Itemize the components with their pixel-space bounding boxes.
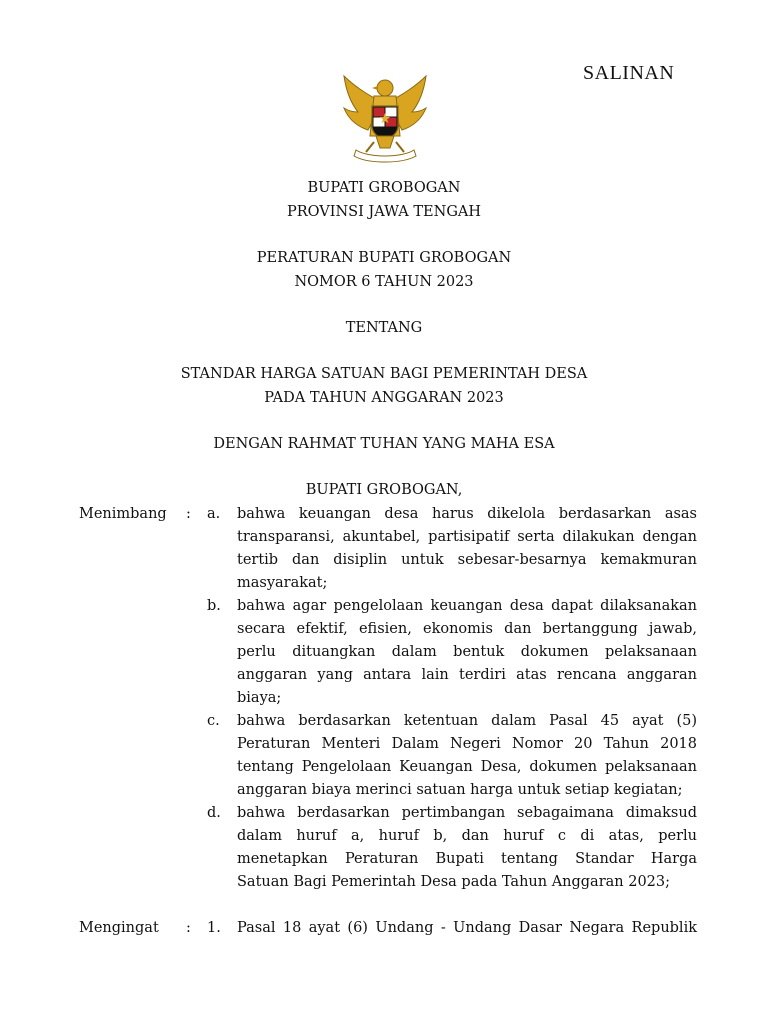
paragraph-line: anggaran biaya merinci satuan harga untuk setiap kegiatan; [237, 782, 683, 798]
regulation-number: NOMOR 6 TAHUN 2023 [294, 274, 474, 290]
paragraph-line: secara efektif, efisien, ekonomis dan bertanggung jawab, [237, 621, 697, 637]
paragraph-line: dalam huruf a, huruf b, dan huruf c di atas, perlu [237, 828, 697, 844]
paragraph-line: menetapkan Peraturan Bupati tentang Standar Harga [237, 851, 697, 867]
paragraph-line: Satuan Bagi Pemerintah Desa pada Tahun Anggaran 2023; [237, 874, 671, 890]
paragraph-line: Pasal 18 ayat (6) Undang - Undang Dasar Negara Republik [237, 920, 697, 936]
subject-line-1: STANDAR HARGA SATUAN BAGI PEMERINTAH DESA [180, 366, 588, 382]
mengingat-colon: : [186, 920, 191, 936]
item-marker: a. [207, 506, 221, 522]
menimbang-colon: : [186, 506, 191, 522]
signatory-heading: BUPATI GROBOGAN, [305, 482, 463, 498]
paragraph-line: tentang Pengelolaan Keuangan Desa, dokumen pelaksanaan [237, 759, 697, 775]
issuer-title: BUPATI GROBOGAN [307, 180, 461, 196]
paragraph-line: Peraturan Menteri Dalam Negeri Nomor 20 Tahun 2018 [237, 736, 697, 752]
about-heading: TENTANG [345, 320, 423, 336]
paragraph-line: tertib dan disiplin untuk sebesar-besarnya kemakmuran [237, 552, 697, 568]
regulation-type: PERATURAN BUPATI GROBOGAN [256, 250, 512, 266]
item-marker: b. [207, 598, 221, 614]
paragraph-line: bahwa berdasarkan pertimbangan sebagaimana dimaksud [237, 805, 697, 821]
mengingat-label: Mengingat [79, 920, 159, 936]
item-marker: d. [207, 805, 221, 821]
paragraph-line: anggaran yang antara lain terdiri atas rencana anggaran [237, 667, 697, 683]
paragraph-line: biaya; [237, 690, 282, 706]
paragraph-line: bahwa keuangan desa harus dikelola berdasarkan asas [237, 506, 697, 522]
item-marker: 1. [207, 920, 221, 936]
item-marker: c. [207, 713, 220, 729]
paragraph-line: bahwa agar pengelolaan keuangan desa dapat dilaksanakan [237, 598, 697, 614]
paragraph-line: bahwa berdasarkan ketentuan dalam Pasal 45 ayat (5) [237, 713, 697, 729]
province-title: PROVINSI JAWA TENGAH [286, 204, 482, 220]
menimbang-label: Menimbang [79, 506, 167, 522]
subject-line-2: PADA TAHUN ANGGARAN 2023 [264, 390, 504, 406]
garuda-pancasila-emblem [338, 72, 432, 164]
paragraph-line: masyarakat; [237, 575, 328, 591]
copy-mark: SALINAN [583, 62, 675, 84]
invocation: DENGAN RAHMAT TUHAN YANG MAHA ESA [213, 436, 555, 452]
paragraph-line: perlu dituangkan dalam bentuk dokumen pelaksanaan [237, 644, 697, 660]
paragraph-line: transparansi, akuntabel, partisipatif serta dilakukan dengan [237, 529, 697, 545]
